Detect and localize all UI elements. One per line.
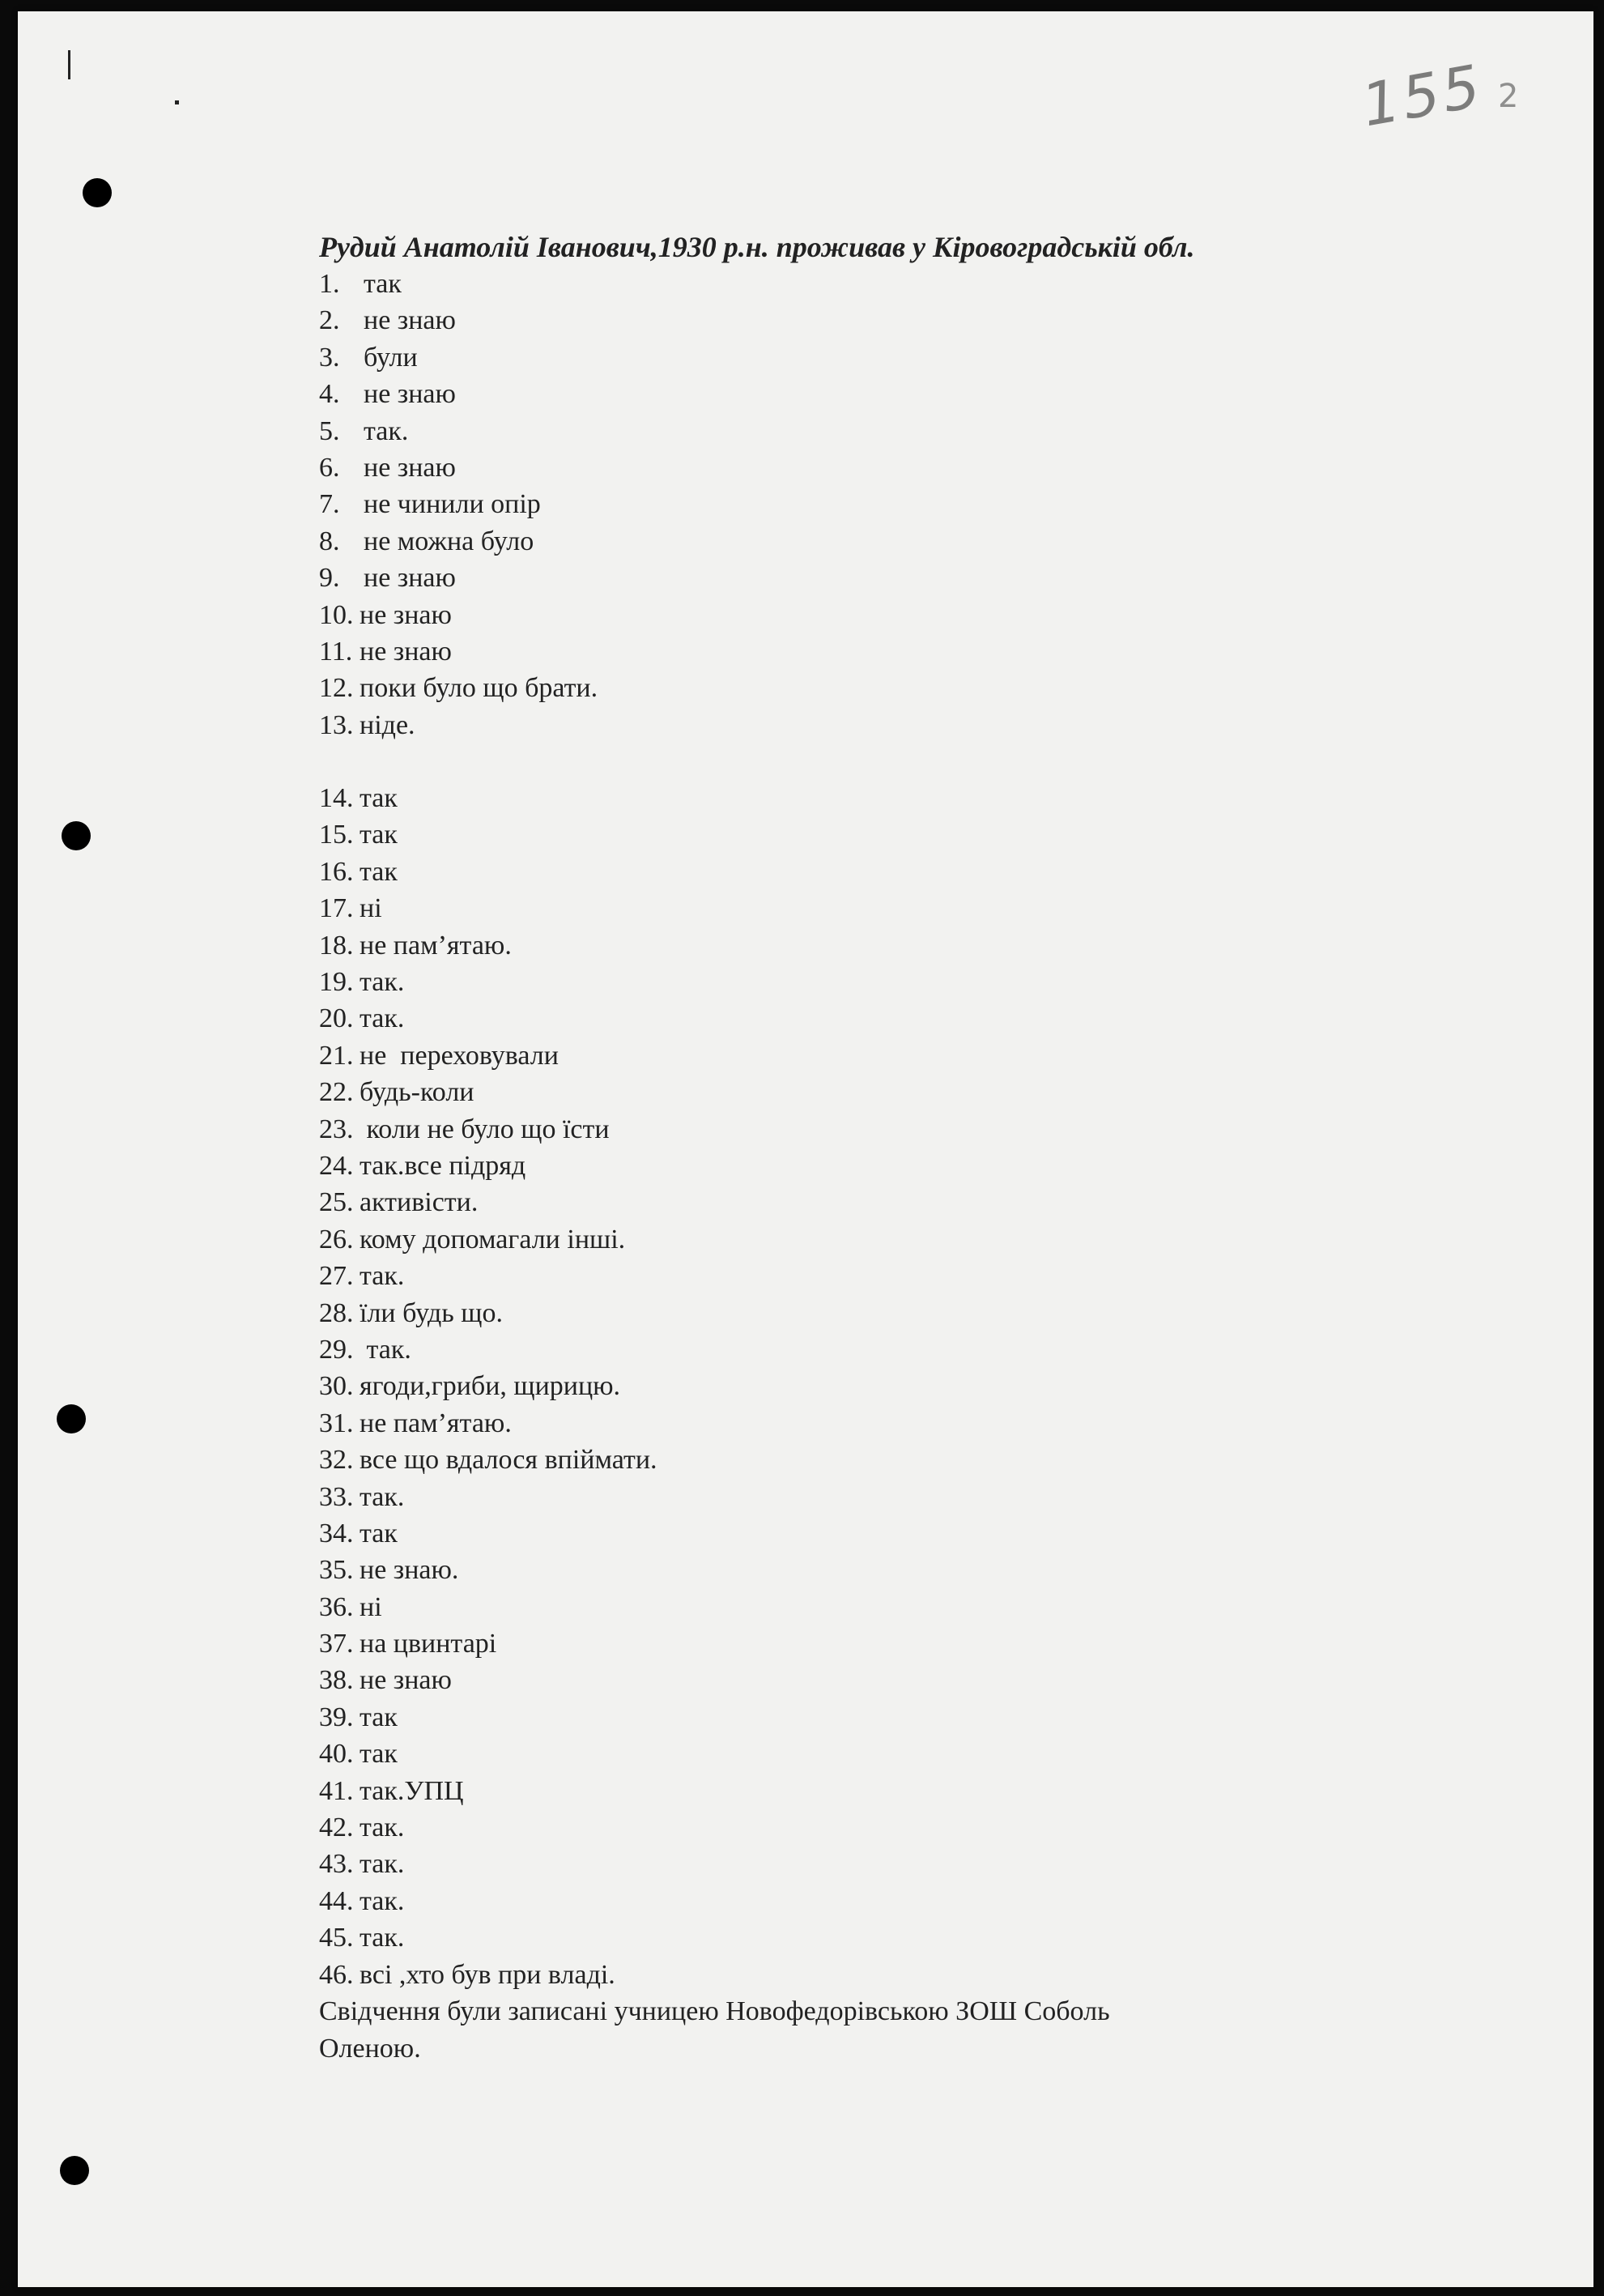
answer-text: ні <box>360 1591 382 1622</box>
punch-hole <box>57 1404 86 1433</box>
answer-item <box>319 780 1469 816</box>
answer-text: кому допомагали інші. <box>360 1224 626 1254</box>
answer-item <box>319 1221 1469 1258</box>
answer-text: ягоди,гриби, щирицю. <box>360 1371 621 1402</box>
answer-number: 22. <box>319 1077 354 1108</box>
closing-note <box>319 1993 1291 2068</box>
answer-text: так. <box>360 1481 405 1512</box>
margin-tick-mark <box>68 50 70 79</box>
answer-item <box>319 1883 1469 1919</box>
answer-item <box>319 1368 1469 1404</box>
answer-text: ні <box>360 893 382 924</box>
answer-text: коли не було що їсти <box>360 1114 610 1144</box>
answer-item <box>319 1809 1469 1846</box>
answer-text: так <box>360 1739 398 1770</box>
answer-number: 46. <box>319 1959 354 1990</box>
answer-item <box>319 560 1469 596</box>
answer-text: були <box>364 342 418 373</box>
closing-note-line-1: Свідчення були записані учницею Новофедорівською ЗОШ Соболь <box>319 1996 1110 2026</box>
answer-number: 41. <box>319 1775 354 1806</box>
answer-item <box>319 1552 1469 1588</box>
answer-text: не пам’ятаю. <box>360 930 512 961</box>
answer-number: 18. <box>319 930 354 961</box>
answer-text: не знаю <box>360 1665 452 1696</box>
answer-text: так.УПЦ <box>360 1775 464 1806</box>
answer-number: 40. <box>319 1739 354 1770</box>
answer-text: ніде. <box>360 709 415 740</box>
answer-text: не знаю <box>360 599 452 630</box>
punch-hole <box>62 821 91 850</box>
answer-number: 12. <box>319 673 354 704</box>
answer-item <box>319 1184 1469 1220</box>
answer-item <box>319 1074 1469 1110</box>
answer-item <box>319 523 1469 560</box>
answer-text: поки було що брати. <box>360 673 598 704</box>
punch-hole <box>60 2156 89 2185</box>
answer-item <box>319 1699 1469 1736</box>
answer-text: все що вдалося впіймати. <box>360 1445 657 1476</box>
answer-item <box>319 1442 1469 1478</box>
answer-text: будь-коли <box>360 1077 474 1108</box>
answer-number: 27. <box>319 1261 354 1292</box>
answer-number: 42. <box>319 1813 354 1843</box>
answer-text: на цвинтарі <box>360 1629 497 1659</box>
answer-item <box>319 339 1469 376</box>
answer-item <box>319 1331 1469 1368</box>
answer-text: так. <box>360 1003 405 1034</box>
answer-text: так <box>360 1518 398 1548</box>
answer-text: так. <box>360 1885 405 1916</box>
document-body <box>319 228 1469 2068</box>
answer-item <box>319 597 1469 633</box>
answer-number: 39. <box>319 1702 354 1732</box>
answer-text: так. <box>364 415 409 446</box>
document-title: Рудий Анатолій Іванович,1930 р.н. проживав у Кіровоградській обл. <box>319 231 1195 263</box>
answer-item <box>319 1515 1469 1552</box>
answer-number: 44. <box>319 1885 354 1916</box>
answer-item <box>319 1405 1469 1442</box>
answer-number: 31. <box>319 1408 354 1438</box>
answer-number: 2. <box>319 305 340 336</box>
answer-text: їли будь що. <box>360 1297 503 1328</box>
answer-item <box>319 1295 1469 1331</box>
answer-text: так. <box>360 1849 405 1880</box>
paper-sheet <box>18 11 1593 2287</box>
answer-item <box>319 707 1469 743</box>
answer-item <box>319 1662 1469 1698</box>
answer-item <box>319 1589 1469 1625</box>
answer-number: 37. <box>319 1629 354 1659</box>
closing-note-line-2: Оленою. <box>319 2033 421 2064</box>
answer-number: 1. <box>319 269 340 299</box>
answer-item <box>319 1037 1469 1074</box>
answer-number: 15. <box>319 820 354 850</box>
answers-list <box>319 266 1469 1993</box>
answer-item <box>319 266 1469 302</box>
answer-number: 4. <box>319 379 340 410</box>
answer-text: не переховували <box>360 1040 559 1071</box>
pencil-corner-number: 2 <box>1498 78 1519 115</box>
answer-item <box>319 1625 1469 1662</box>
answer-item <box>319 449 1469 486</box>
answer-number: 33. <box>319 1481 354 1512</box>
answer-number: 35. <box>319 1555 354 1586</box>
answer-number: 24. <box>319 1150 354 1181</box>
answer-text: так <box>360 783 398 814</box>
answer-number: 21. <box>319 1040 354 1071</box>
answer-number: 5. <box>319 415 340 446</box>
answer-number: 34. <box>319 1518 354 1548</box>
answer-item <box>319 670 1469 706</box>
answer-text: так <box>364 269 402 299</box>
answer-item <box>319 1957 1469 1993</box>
answer-item <box>319 1919 1469 1956</box>
answer-item <box>319 376 1469 412</box>
answer-item <box>319 486 1469 522</box>
answer-number: 7. <box>319 489 340 520</box>
answer-item <box>319 854 1469 890</box>
answer-text: так. <box>360 1261 405 1292</box>
answer-number: 32. <box>319 1445 354 1476</box>
answer-item <box>319 1258 1469 1294</box>
answer-text: так. <box>360 1813 405 1843</box>
answer-item <box>319 1148 1469 1184</box>
answer-text: так. <box>360 1334 411 1365</box>
answer-number: 3. <box>319 342 340 373</box>
answer-text: не знаю <box>364 452 456 483</box>
answer-item <box>319 1479 1469 1515</box>
answer-item <box>319 890 1469 926</box>
answer-item <box>319 1000 1469 1037</box>
answer-text: так <box>360 856 398 887</box>
answer-text: не знаю <box>360 636 452 667</box>
answer-number: 38. <box>319 1665 354 1696</box>
answer-text: так.все підряд <box>360 1150 526 1181</box>
answer-number: 8. <box>319 526 340 556</box>
answer-number: 6. <box>319 452 340 483</box>
answer-text: не можна було <box>364 526 534 556</box>
answer-number: 20. <box>319 1003 354 1034</box>
answer-item <box>319 927 1469 964</box>
answer-number: 45. <box>319 1923 354 1953</box>
answer-number: 29. <box>319 1334 354 1365</box>
answer-item <box>319 1773 1469 1809</box>
answer-text: активісти. <box>360 1187 479 1218</box>
answer-text: не знаю <box>364 379 456 410</box>
answer-number: 9. <box>319 563 340 594</box>
answer-text: так <box>360 820 398 850</box>
answer-number: 23. <box>319 1114 354 1144</box>
answer-number: 26. <box>319 1224 354 1254</box>
answer-number: 19. <box>319 967 354 998</box>
answer-number: 11. <box>319 636 353 667</box>
answer-item <box>319 816 1469 853</box>
margin-dot-mark <box>175 100 179 104</box>
answer-number: 10. <box>319 599 354 630</box>
answer-text: всі ,хто був при владі. <box>360 1959 615 1990</box>
answer-text: так <box>360 1702 398 1732</box>
answer-item <box>319 964 1469 1000</box>
answer-number: 43. <box>319 1849 354 1880</box>
answer-number: 36. <box>319 1591 354 1622</box>
answer-number: 28. <box>319 1297 354 1328</box>
answer-number: 16. <box>319 856 354 887</box>
answer-text: не пам’ятаю. <box>360 1408 512 1438</box>
answer-text: не чинили опір <box>364 489 541 520</box>
answer-item <box>319 1736 1469 1772</box>
answer-number: 25. <box>319 1187 354 1218</box>
punch-hole <box>83 178 112 207</box>
answer-text: не знаю. <box>360 1555 459 1586</box>
answer-text: не знаю <box>364 563 456 594</box>
answer-number: 13. <box>319 709 354 740</box>
answer-item <box>319 1846 1469 1882</box>
answer-item <box>319 633 1469 670</box>
pencil-folio-number: 155 <box>1356 51 1488 140</box>
answer-item <box>319 302 1469 339</box>
answer-number: 30. <box>319 1371 354 1402</box>
answer-number: 14. <box>319 783 354 814</box>
answer-text: так. <box>360 1923 405 1953</box>
answer-text: не знаю <box>364 305 456 336</box>
answer-number: 17. <box>319 893 354 924</box>
answer-item <box>319 1111 1469 1148</box>
answer-item <box>319 413 1469 449</box>
answer-text: так. <box>360 967 405 998</box>
